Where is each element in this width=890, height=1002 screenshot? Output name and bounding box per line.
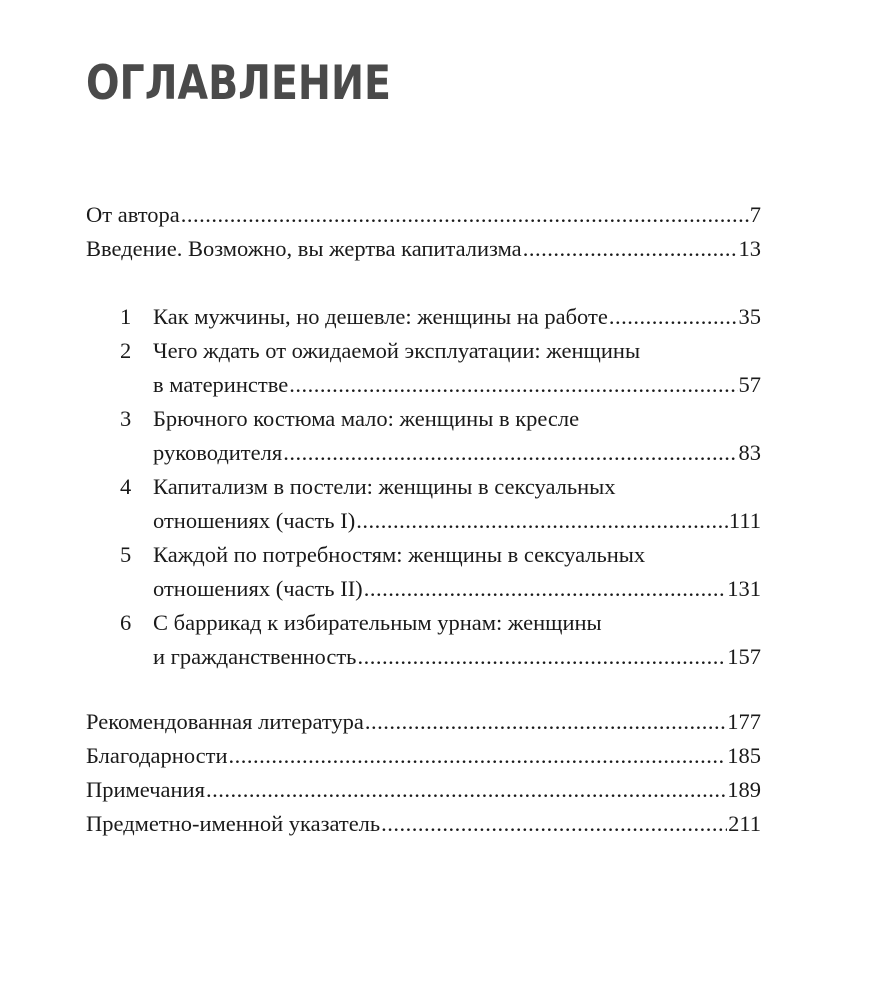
toc-line <box>153 436 761 470</box>
toc-entry-chapter-3[interactable] <box>86 402 761 470</box>
toc-line <box>153 640 761 674</box>
toc-page-number: 185 <box>727 743 761 768</box>
dot-leader <box>181 198 749 232</box>
toc-line <box>153 300 761 334</box>
page-title: ОГЛАВЛЕНИЕ <box>86 56 391 111</box>
toc-line <box>86 232 761 266</box>
toc-entry-title-continued: отношениях (часть II) <box>153 576 363 601</box>
chapter-number: 6 <box>120 610 132 635</box>
dot-leader <box>364 572 727 606</box>
toc-entry-title: Брючного костюма мало: женщины в кресле <box>153 406 580 431</box>
toc-page-number: 189 <box>727 777 761 802</box>
dot-leader <box>365 705 726 739</box>
toc-page-number: 111 <box>728 508 761 533</box>
toc-entry-chapter-4[interactable] <box>86 470 761 538</box>
toc-entry-notes[interactable] <box>86 773 761 807</box>
toc-entry-title: Предметно-именной указатель <box>86 811 381 836</box>
toc-entry-chapter-6[interactable] <box>86 606 761 674</box>
dot-leader <box>523 232 738 266</box>
chapter-number: 4 <box>120 474 132 499</box>
toc-page-number: 35 <box>738 304 761 329</box>
toc-page-number: 13 <box>738 236 761 261</box>
toc-line <box>86 705 761 739</box>
dot-leader <box>289 368 737 402</box>
toc-back-matter <box>86 705 761 841</box>
toc-page-number: 157 <box>727 644 761 669</box>
toc-page-number: 177 <box>727 709 761 734</box>
toc-page-number: 57 <box>738 372 761 397</box>
toc-entry-chapter-5[interactable] <box>86 538 761 606</box>
toc-line <box>86 739 761 773</box>
chapter-number: 2 <box>120 338 132 363</box>
toc-entry-title: Каждой по потребностям: женщины в сексуальных <box>153 542 646 567</box>
toc-entry-chapter-1[interactable] <box>86 300 761 334</box>
toc-entry-introduction[interactable] <box>86 232 761 266</box>
toc-line <box>153 538 761 572</box>
toc-page-number: 131 <box>727 576 761 601</box>
toc-entry-index[interactable] <box>86 807 761 841</box>
toc-entry-author-note[interactable] <box>86 198 761 232</box>
chapter-number: 3 <box>120 406 132 431</box>
toc-entry-title: С баррикад к избирательным урнам: женщины <box>153 610 602 635</box>
toc-page-number: 211 <box>728 811 761 836</box>
toc-entry-title-continued: отношениях (часть I) <box>153 508 356 533</box>
toc-line <box>86 773 761 807</box>
toc-line <box>153 606 761 640</box>
toc-entry-title: Благодарности <box>86 743 228 768</box>
toc-entry-title: Как мужчины, но дешевле: женщины на работе <box>153 304 608 329</box>
chapter-number: 1 <box>120 304 132 329</box>
toc-line <box>153 368 761 402</box>
toc-entry-acknowledgements[interactable] <box>86 739 761 773</box>
toc-line <box>86 198 761 232</box>
toc-entry-title: Примечания <box>86 777 205 802</box>
dot-leader <box>229 739 727 773</box>
dot-leader <box>283 436 737 470</box>
toc-entry-chapter-2[interactable] <box>86 334 761 402</box>
toc-entry-title-continued: в материнстве <box>153 372 289 397</box>
toc-entry-title-continued: и гражданственность <box>153 644 357 669</box>
toc-line <box>153 470 761 504</box>
dot-leader <box>206 773 726 807</box>
toc-page-number: 83 <box>738 440 761 465</box>
toc-entry-title: Чего ждать от ожидаемой эксплуатации: женщины <box>153 338 641 363</box>
dot-leader <box>357 640 726 674</box>
toc-entry-title: Рекомендованная литература <box>86 709 364 734</box>
toc-line <box>153 334 761 368</box>
toc-line <box>153 402 761 436</box>
toc-entry-title-continued: руководителя <box>153 440 283 465</box>
toc-line <box>86 807 761 841</box>
toc-line <box>153 572 761 606</box>
dot-leader <box>609 300 738 334</box>
toc-front-matter <box>86 198 761 266</box>
dot-leader <box>356 504 728 538</box>
toc-line <box>153 504 761 538</box>
toc-entry-title: От автора <box>86 202 180 227</box>
toc-chapters <box>86 300 761 674</box>
toc-entry-title: Капитализм в постели: женщины в сексуальных <box>153 474 616 499</box>
dot-leader <box>381 807 727 841</box>
chapter-number: 5 <box>120 542 132 567</box>
toc-page-number: 7 <box>749 202 761 227</box>
toc-entry-title: Введение. Возможно, вы жертва капитализма <box>86 236 522 261</box>
toc-entry-recommended-reading[interactable] <box>86 705 761 739</box>
